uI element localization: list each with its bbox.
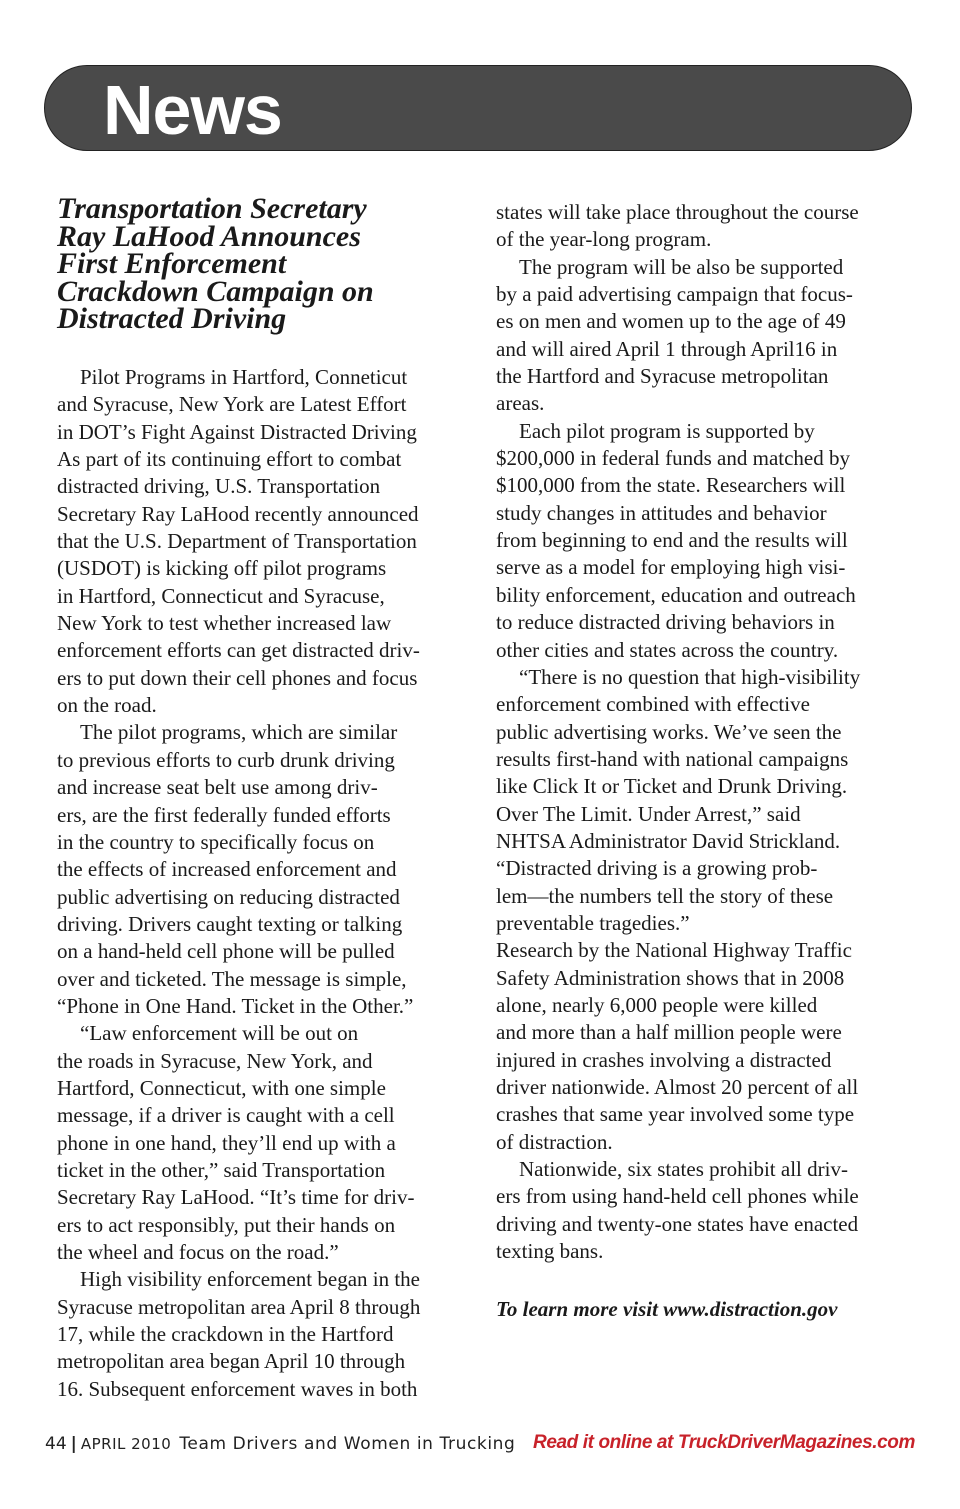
body-line: ers to act responsibly, put their hands on bbox=[57, 1212, 396, 1237]
body-line: the Hartford and Syracuse metropolitan bbox=[496, 364, 829, 389]
body-line: lem—the numbers tell the story of these bbox=[496, 883, 834, 908]
body-line: distracted driving, U.S. Transportation bbox=[57, 474, 381, 499]
page-footer-info bbox=[45, 1432, 515, 1456]
body-line: public advertising works. We’ve seen the bbox=[496, 719, 842, 744]
body-line: “Distracted driving is a growing prob- bbox=[496, 856, 818, 881]
body-line: The program will be also be supported bbox=[519, 254, 844, 279]
body-line: ers, are the first federally funded efforts bbox=[57, 802, 391, 827]
body-line: Each pilot program is supported by bbox=[519, 418, 815, 443]
body-line: alone, nearly 6,000 people were killed bbox=[496, 992, 818, 1017]
section-banner bbox=[44, 65, 912, 151]
body-line: Nationwide, six states prohibit all driv- bbox=[519, 1157, 848, 1182]
body-line: $100,000 from the state. Researchers will bbox=[496, 473, 846, 498]
body-line: es on men and women up to the age of 49 bbox=[496, 309, 846, 334]
body-line: preventable tragedies.” bbox=[496, 910, 690, 935]
body-line: the wheel and focus on the road.” bbox=[57, 1240, 339, 1264]
body-line: bility enforcement, education and outreach bbox=[496, 582, 856, 607]
body-line: enforcement combined with effective bbox=[496, 692, 810, 717]
body-line: Secretary Ray LaHood recently announced bbox=[57, 501, 419, 526]
headline-line: First Enforcement bbox=[57, 247, 287, 280]
body-line: As part of its continuing effort to combat bbox=[57, 447, 402, 472]
body-line: ers from using hand-held cell phones while bbox=[496, 1184, 859, 1209]
headline-line: Transportation Secretary bbox=[57, 192, 367, 225]
body-line: Safety Administration shows that in 2008 bbox=[496, 965, 845, 990]
footer-separator: | bbox=[70, 1434, 77, 1454]
page-number: 44 bbox=[45, 1434, 67, 1454]
body-line: texting bans. bbox=[496, 1239, 604, 1264]
body-line: in the country to specifically focus on bbox=[57, 829, 375, 854]
article-left-column bbox=[57, 364, 420, 1403]
body-line: the effects of increased enforcement and bbox=[57, 857, 397, 882]
body-line: on a hand-held cell phone will be pulled bbox=[57, 939, 395, 964]
body-line: New York to test whether increased law bbox=[57, 611, 392, 636]
body-line: Secretary Ray LaHood. “It’s time for driv- bbox=[57, 1185, 415, 1210]
body-line: metropolitan area began April 10 through bbox=[57, 1349, 406, 1374]
body-line: states will take place throughout the course bbox=[496, 200, 859, 224]
body-line: serve as a model for employing high visi- bbox=[496, 555, 846, 580]
body-line: driving and twenty-one states have enacted bbox=[496, 1211, 859, 1236]
body-line: Hartford, Connecticut, with one simple bbox=[57, 1075, 386, 1100]
body-line: areas. bbox=[496, 391, 545, 416]
body-line: and will aired April 1 through April16 in bbox=[496, 336, 838, 361]
body-line: (USDOT) is kicking off pilot programs bbox=[57, 556, 387, 581]
body-line: study changes in attitudes and behavior bbox=[496, 500, 827, 525]
body-line: “Law enforcement will be out on bbox=[80, 1021, 359, 1046]
body-line: and more than a half million people were bbox=[496, 1020, 842, 1045]
body-line: like Click It or Ticket and Drunk Driving. bbox=[496, 774, 848, 799]
body-line: results first-hand with national campaigns bbox=[496, 746, 849, 771]
body-line: other cities and states across the country. bbox=[496, 637, 839, 662]
magazine-name: Team Drivers and Women in Trucking bbox=[179, 1434, 516, 1454]
body-line: Syracuse metropolitan area April 8 through bbox=[57, 1294, 421, 1319]
headline-line: Ray LaHood Announces bbox=[57, 219, 361, 253]
body-line: “There is no question that high-visibility bbox=[519, 664, 861, 689]
body-line: enforcement efforts can get distracted driv- bbox=[57, 638, 420, 663]
body-line: from beginning to end and the results will bbox=[496, 528, 848, 553]
body-line: in Hartford, Connecticut and Syracuse, bbox=[57, 583, 385, 608]
body-line: and Syracuse, New York are Latest Effort bbox=[57, 392, 407, 417]
article-right-column bbox=[496, 199, 860, 1265]
headline-line: Distracted Driving bbox=[57, 302, 287, 335]
article-headline bbox=[57, 192, 457, 335]
learn-more-link[interactable]: To learn more visit www.distraction.gov bbox=[496, 1297, 838, 1321]
body-line: Pilot Programs in Hartford, Conneticut bbox=[80, 365, 408, 389]
body-line: that the U.S. Department of Transportation bbox=[57, 529, 417, 554]
body-line: by a paid advertising campaign that focus- bbox=[496, 282, 853, 307]
body-line: over and ticketed. The message is simple, bbox=[57, 966, 407, 991]
body-line: injured in crashes involving a distracted bbox=[496, 1047, 832, 1072]
body-line: Research by the National Highway Traffic bbox=[496, 938, 852, 963]
issue-date: APRIL 2010 bbox=[80, 1435, 172, 1453]
body-line: driver nationwide. Almost 20 percent of all bbox=[496, 1075, 859, 1099]
headline-line: Crackdown Campaign on bbox=[57, 274, 374, 308]
body-line: message, if a driver is caught with a cell bbox=[57, 1103, 395, 1128]
read-online-link[interactable]: Read it online at TruckDriverMagazines.com bbox=[533, 1432, 915, 1453]
body-line: on the road. bbox=[57, 693, 157, 718]
body-line: driving. Drivers caught texting or talking bbox=[57, 911, 403, 936]
body-line: to reduce distracted driving behaviors in bbox=[496, 610, 835, 635]
body-line: The pilot programs, which are similar bbox=[80, 720, 398, 745]
body-line: $200,000 in federal funds and matched by bbox=[496, 446, 850, 471]
body-line: crashes that same year involved some type bbox=[496, 1102, 855, 1127]
body-line: to previous efforts to curb drunk driving bbox=[57, 747, 395, 772]
body-line: of the year-long program. bbox=[496, 227, 712, 252]
body-line: the roads in Syracuse, New York, and bbox=[57, 1048, 373, 1073]
body-line: NHTSA Administrator David Strickland. bbox=[496, 828, 841, 853]
body-line: High visibility enforcement began in the bbox=[80, 1267, 420, 1292]
body-line: 17, while the crackdown in the Hartford bbox=[57, 1322, 394, 1347]
body-line: 16. Subsequent enforcement waves in both bbox=[57, 1376, 418, 1401]
body-line: in DOT’s Fight Against Distracted Driving bbox=[57, 419, 417, 444]
body-line: Over The Limit. Under Arrest,” said bbox=[496, 801, 801, 826]
section-title: News bbox=[103, 71, 282, 149]
body-line: of distraction. bbox=[496, 1129, 613, 1154]
body-line: ticket in the other,” said Transportation bbox=[57, 1157, 386, 1182]
body-line: public advertising on reducing distracted bbox=[57, 884, 400, 909]
body-line: phone in one hand, they’ll end up with a bbox=[57, 1130, 396, 1155]
body-line: ers to put down their cell phones and focus bbox=[57, 665, 418, 690]
body-line: “Phone in One Hand. Ticket in the Other.” bbox=[57, 993, 414, 1018]
body-line: and increase seat belt use among driv- bbox=[57, 775, 378, 800]
